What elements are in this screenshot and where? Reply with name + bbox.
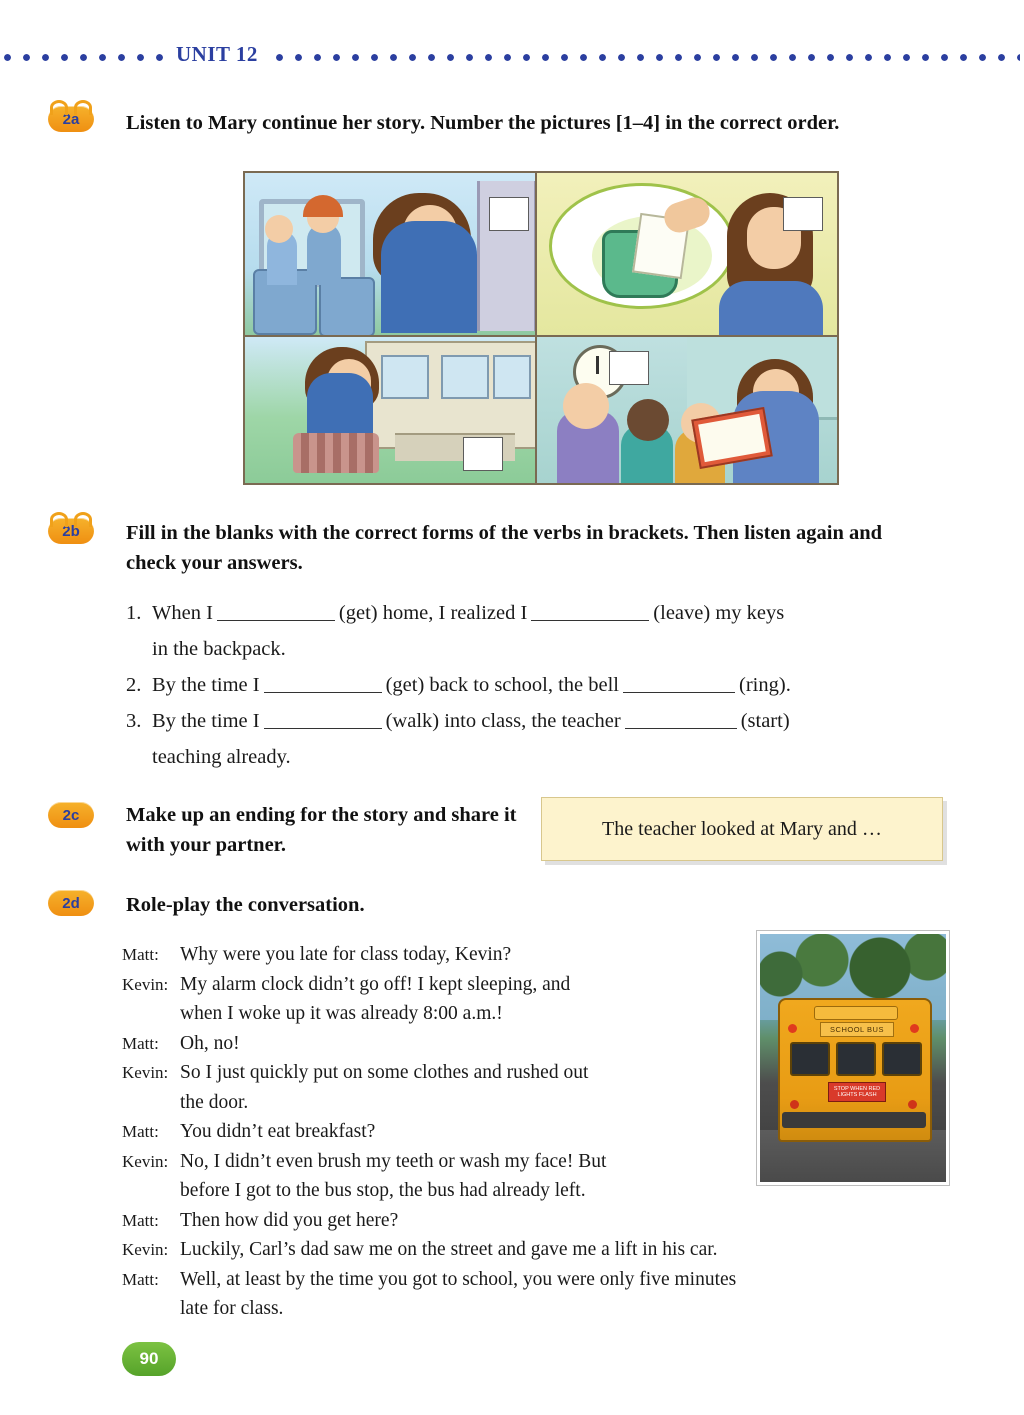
dialogue-speaker: Matt:	[122, 1269, 159, 1289]
student-head	[627, 399, 669, 441]
dialogue-line	[122, 1117, 762, 1147]
question-hint: (walk) into class, the teacher	[385, 710, 621, 732]
task-2c-instruction: Make up an ending for the story and share it with your partner.	[126, 804, 517, 856]
comic-cell-classroom	[537, 337, 837, 483]
question-row	[126, 667, 946, 703]
answer-blank[interactable]	[623, 672, 735, 693]
school-bus-photo	[757, 931, 949, 1185]
picture-number-box-3[interactable]	[463, 437, 503, 471]
question-row	[126, 595, 946, 667]
question-number: 2.	[126, 674, 142, 696]
answer-blank[interactable]	[531, 600, 649, 621]
dialogue-text: My alarm clock didn’t go off! I kept sleeping, and	[180, 973, 571, 995]
bus-lamp-icon	[910, 1024, 919, 1033]
mary-body	[719, 281, 823, 335]
bus-taillight-icon	[908, 1100, 917, 1109]
comic-cell-running-to-school	[245, 337, 535, 483]
dialogue-text-cont: late for class.	[180, 1298, 284, 1319]
dialogue-line	[122, 940, 762, 970]
bus-passenger-head	[265, 215, 293, 243]
mary-skirt	[293, 433, 379, 473]
dialogue-text: No, I didn’t even brush my teeth or wash my face! But	[180, 1150, 607, 1172]
question-row	[126, 703, 946, 775]
question-number: 3.	[126, 710, 142, 732]
dialogue-line	[122, 1235, 762, 1265]
dialogue-speaker: Matt:	[122, 1033, 159, 1053]
picture-number-box-4[interactable]	[609, 351, 649, 385]
dialogue-line	[122, 1265, 762, 1295]
fill-in-blanks-list	[126, 595, 946, 775]
dialogue-line	[122, 1206, 762, 1236]
header-dot-rule-left	[4, 54, 164, 61]
dialogue-speaker: Kevin:	[122, 1151, 169, 1171]
bus-window	[882, 1042, 922, 1076]
question-text-cont: in the backpack.	[152, 638, 286, 660]
dialogue-text: So I just quickly put on some clothes and rushed out	[180, 1062, 589, 1083]
task-2d-instruction: Role-play the conversation.	[126, 894, 365, 916]
dialogue-speaker: Kevin:	[122, 974, 169, 994]
question-text: By the time I	[152, 674, 260, 696]
dialogue-text: You didn’t eat breakfast?	[180, 1121, 376, 1142]
school-window	[493, 355, 531, 399]
question-text-cont: teaching already.	[152, 746, 291, 768]
dialogue-text-cont: the door.	[180, 1091, 249, 1113]
bus-roof-hatch	[814, 1006, 898, 1020]
dialogue-speaker: Kevin:	[122, 1240, 169, 1259]
task-badge-2d[interactable]: 2d	[48, 890, 94, 916]
dialogue-text: Oh, no!	[180, 1032, 240, 1054]
question-hint: (get) home, I realized I	[338, 602, 528, 624]
story-picture-panel	[243, 171, 839, 485]
bus-stop-sign: STOP WHEN RED LIGHTS FLASH	[828, 1082, 886, 1102]
question-hint: (get) back to school, the bell	[385, 674, 620, 696]
header-dot-rule-right	[276, 54, 1020, 61]
comic-divider-vertical	[535, 173, 537, 483]
school-window	[441, 355, 489, 399]
question-number: 1.	[126, 602, 142, 624]
bus-label: SCHOOL BUS	[820, 1022, 894, 1037]
bus-seat	[319, 277, 375, 335]
picture-number-box-2[interactable]	[783, 197, 823, 231]
page-header	[0, 40, 1024, 74]
dialogue-text: Then how did you get here?	[180, 1209, 399, 1231]
picture-number-box-1[interactable]	[489, 197, 529, 231]
task-badge-2b[interactable]: 2b	[48, 518, 94, 544]
page-number: 90	[122, 1342, 176, 1376]
task-badge-2a[interactable]: 2a	[48, 106, 94, 132]
answer-blank[interactable]	[217, 600, 335, 621]
question-hint: (ring).	[739, 674, 791, 696]
student-head	[563, 383, 609, 429]
bus-taillight-icon	[790, 1100, 799, 1109]
dialogue-speaker: Kevin:	[122, 1063, 169, 1082]
school-window	[381, 355, 429, 399]
dialogue-text: Well, at least by the time you got to school, you were only five minutes	[180, 1268, 737, 1290]
dialogue-line	[122, 1147, 762, 1177]
bus-bumper	[782, 1112, 926, 1128]
role-play-dialogue	[122, 940, 762, 1324]
school-bus	[778, 998, 932, 1142]
dialogue-speaker: Matt:	[122, 945, 159, 964]
story-ending-callout: The teacher looked at Mary and …	[541, 797, 943, 861]
dialogue-text: Luckily, Carl’s dad saw me on the street and gave me a lift in his car.	[180, 1239, 718, 1260]
dialogue-line	[122, 1029, 762, 1059]
task-badge-2c[interactable]: 2c	[48, 802, 94, 828]
bus-window	[836, 1042, 876, 1076]
dialogue-speaker: Matt:	[122, 1210, 159, 1230]
dialogue-line	[122, 970, 762, 1000]
comic-cell-thought-backpack	[537, 173, 837, 335]
dialogue-text-cont: when I woke up it was already 8:00 a.m.!	[180, 1003, 503, 1024]
dialogue-text-cont: before I got to the bus stop, the bus had already left.	[180, 1180, 586, 1201]
bus-window	[790, 1042, 830, 1076]
answer-blank[interactable]	[264, 672, 382, 693]
bus-lamp-icon	[788, 1024, 797, 1033]
question-text: By the time I	[152, 710, 260, 732]
dialogue-text: Why were you late for class today, Kevin?	[180, 944, 512, 965]
mary-body	[381, 221, 477, 333]
comic-cell-bus-interior	[245, 173, 535, 335]
task-2b-instruction: Fill in the blanks with the correct forms of the verbs in brackets. Then listen again and check your answers.	[126, 522, 883, 574]
answer-blank[interactable]	[625, 708, 737, 729]
answer-blank[interactable]	[264, 708, 382, 729]
question-hint: (leave) my keys	[653, 602, 785, 624]
comic-divider-horizontal-left	[245, 335, 535, 337]
question-hint: (start)	[740, 710, 790, 732]
question-text: When I	[152, 602, 213, 624]
unit-title: UNIT 12	[176, 42, 258, 66]
dialogue-speaker: Matt:	[122, 1122, 159, 1141]
thought-bubble	[549, 183, 735, 309]
dialogue-line	[122, 1058, 762, 1088]
comic-divider-horizontal-right	[537, 335, 837, 337]
task-2a-instruction: Listen to Mary continue her story. Number the pictures [1–4] in the correct order.	[126, 112, 840, 134]
